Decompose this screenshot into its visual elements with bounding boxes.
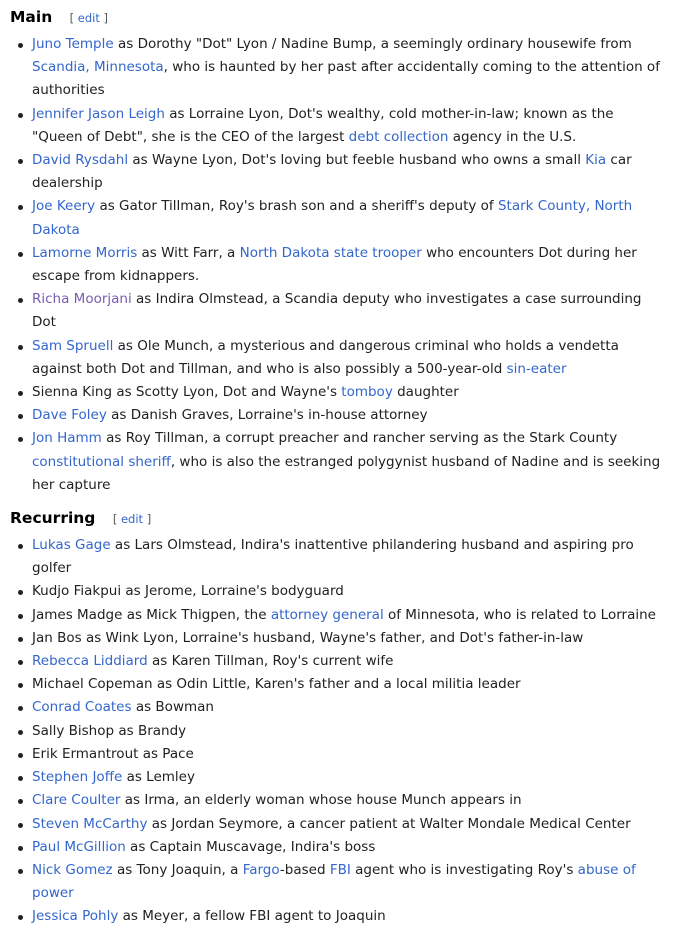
wiki-link[interactable]: Juno Temple [32,36,114,52]
cast-list-item [32,103,666,149]
cast-list-item [32,627,666,650]
item-text: as Captain Muscavage, Indira's boss [125,838,376,855]
section-heading-main [10,6,666,29]
wiki-link[interactable]: Paul McGillion [32,838,126,855]
item-text: Sienna King as Scotty Lyon, Dot and Wayne's [32,384,342,401]
edit-section: [ edit ] [69,11,109,25]
item-text: as Lars Olmstead, Indira's inattentive philandering husband and aspiring pro golfer [32,537,634,577]
wiki-link[interactable]: Sam Spruell [32,337,114,354]
item-text: agent who is investigating Roy's [350,861,578,878]
wiki-link[interactable]: FBI [329,861,351,878]
cast-list-item [32,836,666,859]
item-text: , who is haunted by her past after accidentally coming to the attention of authorities [32,59,660,99]
wiki-link[interactable]: abuse of power [32,861,636,902]
main-cast-list [10,33,666,497]
cast-list-item [32,720,666,743]
cast-list-item [32,335,666,381]
wiki-link[interactable]: Stark County, North Dakota [32,198,633,238]
item-text: Kudjo Fiakpui as Jerome, Lorraine's bodyguard [32,583,344,600]
item-text: , who is also the estranged polygynist husband of Nadine and is seeking her capture [32,453,661,493]
cast-list-item [32,673,666,696]
item-text: as Lemley [122,769,195,786]
item-text: as Gator Tillman, Roy's brash son and a sheriff's deputy of [95,198,498,215]
item-text: Sally Bishop as Brandy [32,722,187,739]
cast-list-item [32,381,666,404]
wiki-link[interactable]: Lukas Gage [32,537,111,554]
item-text: as Karen Tillman, Roy's current wife [147,653,394,670]
wiki-link[interactable]: Nick Gomez [32,861,113,878]
edit-link-recurring[interactable]: edit [120,512,144,527]
cast-list-item [32,905,666,928]
item-text: as Wayne Lyon, Dot's loving but feeble husband who owns a small [128,152,586,169]
item-text: agency in the U.S. [448,128,577,145]
item-text: Jan Bos as Wink Lyon, Lorraine's husband, Wayne's father, and Dot's father-in-law [32,629,584,646]
wiki-link[interactable]: Stephen Joffe [32,769,123,786]
wiki-link[interactable]: North Dakota state trooper [239,244,422,261]
item-text: James Madge as Mick Thigpen, the [32,606,271,623]
cast-list-item [32,696,666,719]
section-heading-recurring [10,507,666,530]
item-text: who encounters Dot during her escape from kidnappers. [32,244,637,285]
item-text: car dealership [32,152,632,192]
cast-list-item [32,859,666,905]
item-text: -based [279,861,330,878]
wiki-link[interactable]: attorney general [270,606,384,623]
item-text: as Jordan Seymore, a cancer patient at Walter Mondale Medical Center [147,815,631,832]
item-text: Erik Ermantrout as Pace [32,745,194,762]
item-text: as Bowman [131,699,214,716]
item-text: as Meyer, a fellow FBI agent to Joaquin [118,908,386,925]
cast-list-item [32,404,666,427]
edit-section: [ edit ] [112,512,152,527]
cast-list-item [32,149,666,195]
wiki-link[interactable]: Clare Coulter [32,792,121,809]
cast-list-item [32,604,666,627]
item-text: as Ole Munch, a mysterious and dangerous criminal who holds a vendetta against both Dot and Tillman, and who is also possibly a 500-year-old [32,337,619,377]
wiki-link[interactable]: Kia [585,152,607,169]
wiki-link[interactable]: David Rysdahl [32,152,129,169]
item-text: as Witt Farr, a [137,244,240,261]
section-title: Main [10,8,53,26]
cast-list-item [32,534,666,580]
wiki-link[interactable]: Dave Foley [32,407,107,424]
recurring-cast-list [10,534,666,928]
item-text: as Dorothy "Dot" Lyon / Nadine Bump, a seemingly ordinary housewife from [113,36,632,52]
cast-list-item [32,580,666,603]
cast-list-item [32,288,666,334]
cast-list-item [32,789,666,812]
section-title: Recurring [10,509,96,528]
cast-list-item [32,427,666,497]
item-text: as Irma, an elderly woman whose house Munch appears in [120,792,522,809]
cast-list-item [32,195,666,241]
wiki-link[interactable]: Lamorne Morris [32,244,138,261]
wiki-link[interactable]: Joe Keery [32,198,96,215]
wiki-link[interactable]: Scandia, Minnesota [32,59,164,76]
wiki-link[interactable]: Steven McCarthy [32,815,148,832]
cast-list-item [32,650,666,673]
edit-link-main[interactable]: edit [77,11,100,25]
item-text: as Lorraine Lyon, Dot's wealthy, cold mother-in-law; known as the "Queen of Debt", she is the CEO of the largest [32,105,614,145]
wiki-link[interactable]: constitutional sheriff [32,453,171,470]
item-text: as Tony Joaquin, a [112,861,243,878]
cast-list-item [32,766,666,789]
cast-list-item [32,813,666,836]
cast-list-item [32,242,666,288]
item-text: as Danish Graves, Lorraine's in-house attorney [106,407,428,424]
item-text: as Indira Olmstead, a Scandia deputy who investigates a case surrounding Dot [32,291,642,331]
item-text: as Roy Tillman, a corrupt preacher and rancher serving as the Stark County [101,430,618,447]
wiki-link[interactable]: sin-eater [506,360,567,377]
item-text: of Minnesota, who is related to Lorraine [383,606,656,623]
item-text: Michael Copeman as Odin Little, Karen's father and a local militia leader [32,676,521,693]
wiki-link[interactable]: Jon Hamm [32,430,102,447]
wiki-link[interactable]: Conrad Coates [32,699,132,716]
wiki-link[interactable]: Jessica Pohly [32,908,119,925]
cast-list-item [32,743,666,766]
wiki-link[interactable]: debt collection [348,128,449,145]
wiki-link[interactable]: tomboy [341,384,393,401]
cast-list-item [32,33,666,103]
wiki-link[interactable]: Jennifer Jason Leigh [32,105,165,122]
wiki-link-visited[interactable]: Richa Moorjani [32,291,132,308]
item-text: daughter [392,384,459,401]
wiki-link[interactable]: Rebecca Liddiard [32,653,148,670]
wiki-link[interactable]: Fargo [242,861,280,878]
